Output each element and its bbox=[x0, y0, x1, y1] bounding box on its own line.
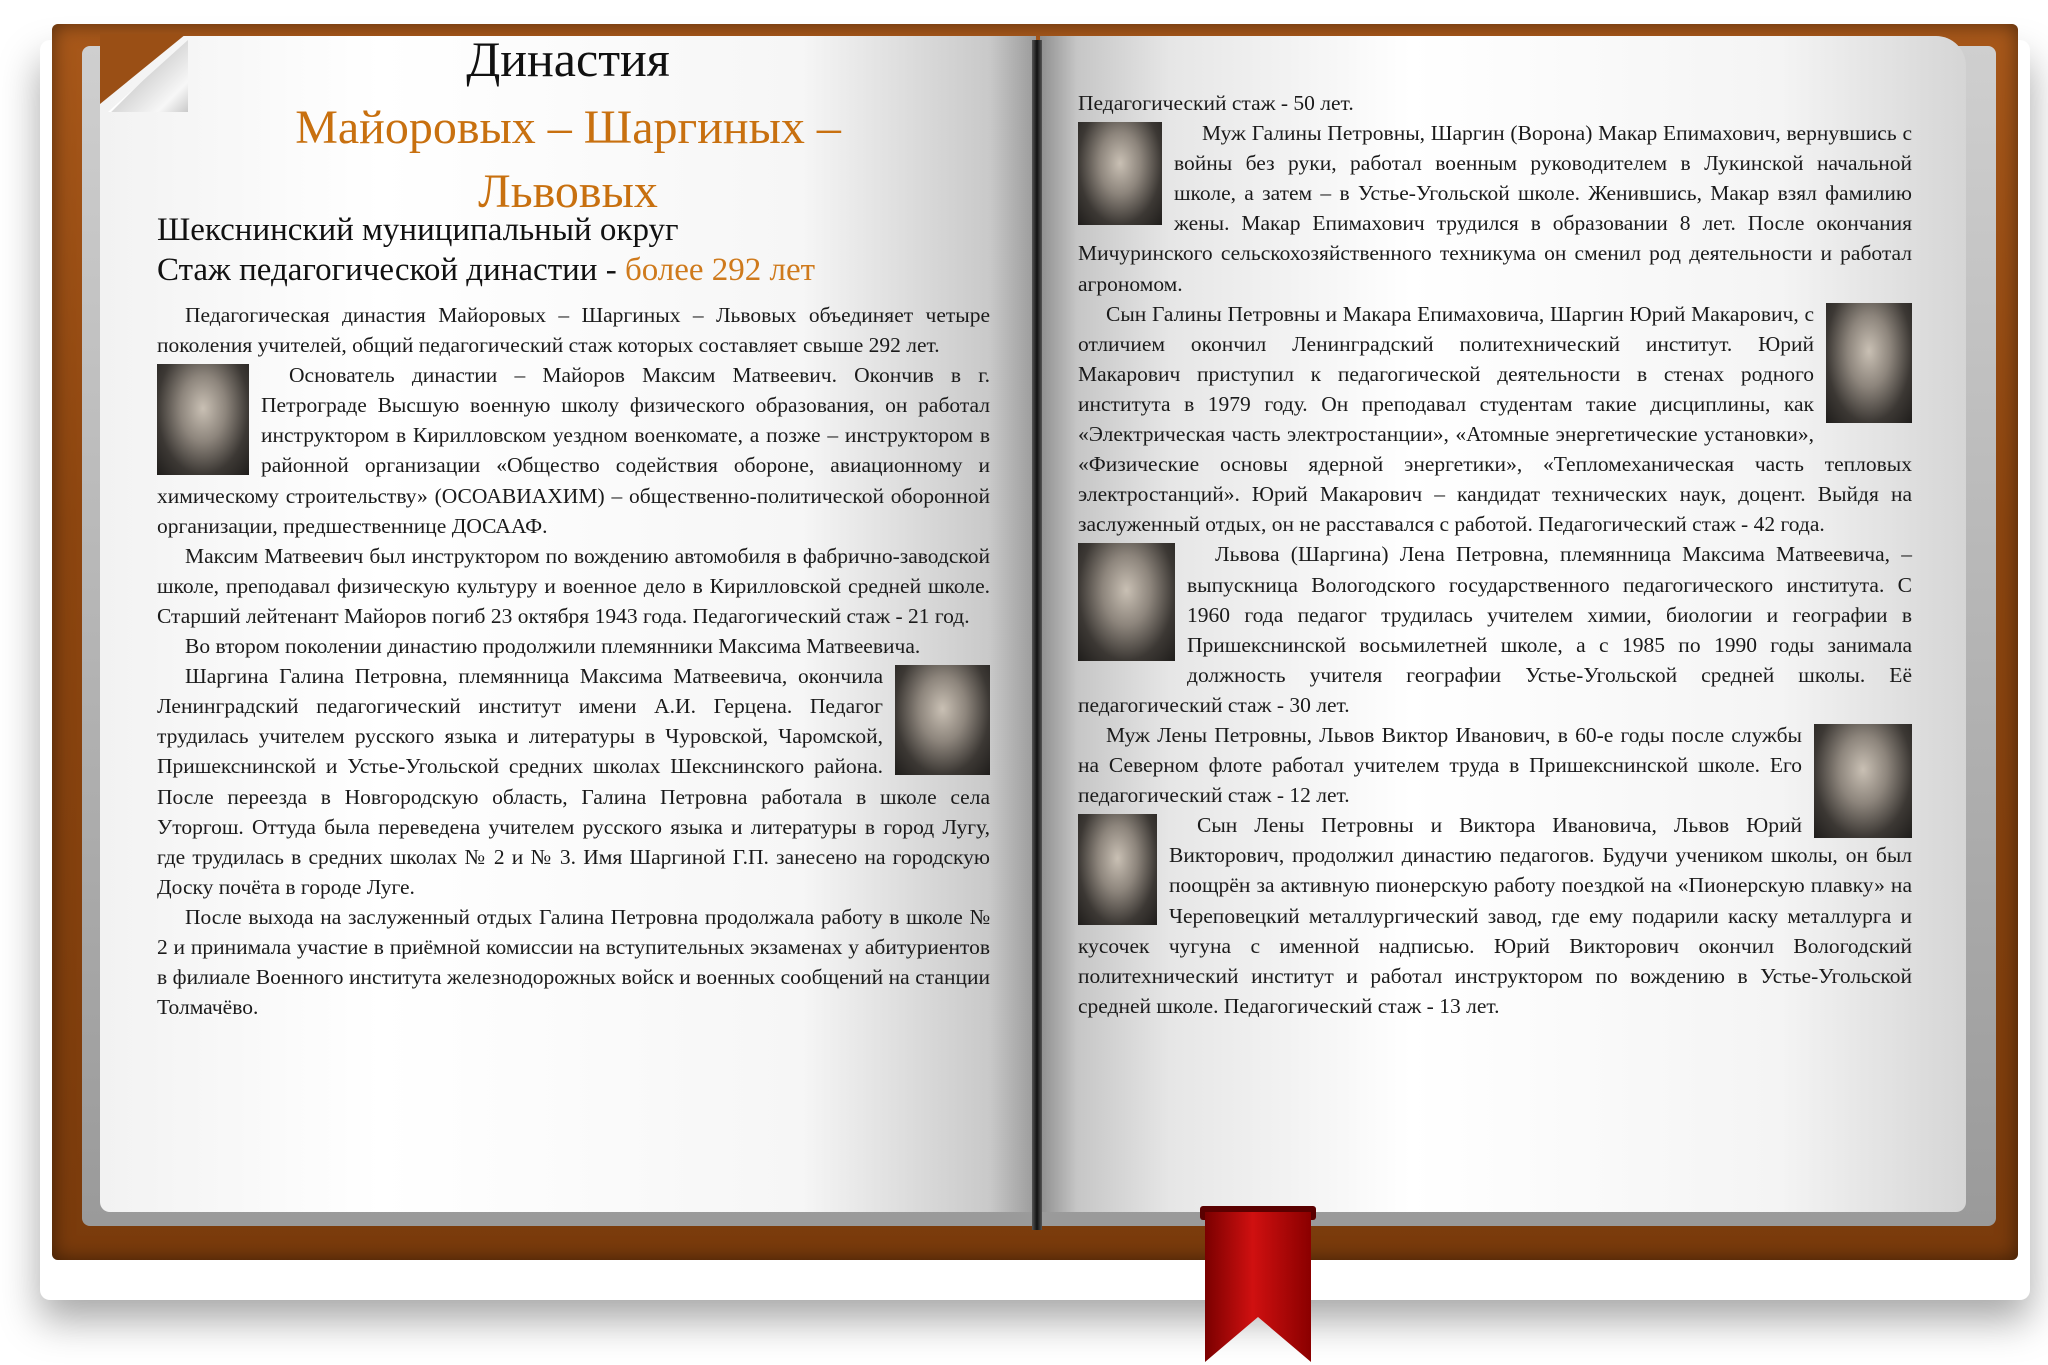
paragraph-founder-work: Максим Матвеевич был инструктором по вождению автомобиля в фабрично-заводской школе, преподавал физическую культуру и военное дело в Кирилловской средней школе. Старший лейтенант Майоров погиб 23 октября 1943 года. Педагогический стаж - 21 год. bbox=[157, 543, 990, 628]
paragraph-galina-retirement: После выхода на заслуженный отдых Галина Петровна продолжала работу в школе № 2 и принимала участие в приёмной комиссии на вступительных экзаменах у абитуриентов в филиале Военного института железнодорожных войск и военных сообщений на станции Толмачёво. bbox=[157, 904, 990, 1020]
photo-lvov-viktor bbox=[1814, 724, 1912, 838]
photo-shargin-yuri bbox=[1826, 303, 1912, 423]
experience-label: Стаж педагогической династии - bbox=[157, 252, 625, 288]
title-names-line2: Львовых bbox=[478, 165, 658, 218]
paragraph-galina-experience: Педагогический стаж - 50 лет. bbox=[1078, 91, 1354, 115]
bookmark-ribbon bbox=[1205, 1212, 1311, 1362]
title-family-names bbox=[100, 96, 1036, 224]
title-dynasty: Династия bbox=[466, 31, 670, 87]
experience-value: более 292 лет bbox=[624, 252, 816, 288]
paragraph-shargina-galina: Шаргина Галина Петровна, племянница Максима Матвеевича, окончила Ленинградский педагогический институт имени А.И. Герцена. Педагог трудилась учителем русского языка и литературы в Чуровской, Чаромской, Пришекснинской и Устье-Угольской средних школах Шекснинского района. После переезда в Новгородскую область, Галина Петровна работала в школе села Уторгош. Оттуда была переведена учителем русского языка и литературы в город Лугу, где трудилась в средних школах № 2 и № 3. Имя Шаргиной Г.П. занесено на городскую Доску почёта в городе Луге. bbox=[157, 664, 990, 899]
paragraph-lvov-viktor: Муж Лены Петровны, Львов Виктор Иванович, в 60-е годы после службы на Северном флоте работал учителем труда в Пришекснинской школе. Его педагогический стаж - 12 лет. bbox=[1078, 722, 1802, 808]
left-page-text bbox=[157, 300, 990, 1022]
paragraph-second-generation: Во втором поколении династию продолжили племянники Максима Матвеевича. bbox=[185, 634, 921, 659]
photo-mayorov-maxim bbox=[157, 364, 249, 475]
paragraph-founder: Основатель династии – Майоров Максим Матвеевич. Окончив в г. Петрограде Высшую военную школу физического образования, он работал инструктором в Кирилловском уездном военкомате, а позже – инструктором в районной организации «Общество содействия обороне, авиационному и химическому строительству» (ОСОАВИАХИМ) – общественно-политической оборонной организации, предшественнице ДОСААФ. bbox=[157, 363, 990, 538]
paragraph-lvov-yuri: Сын Лены Петровны и Виктора Ивановича, Львов Юрий Викторович, продолжил династию педагогов. Будучи учеником школы, он был поощрён за активную пионерскую работу поездкой на «Пионерскую плавку» на Череповецкий металлургический завод, где ему подарили каску металлурга и кусочек чугуна с именной надписью. Юрий Викторович окончил Вологодский политехнический институт и работал инструктором по вождению в Устье-Угольской средней школе. Педагогический стаж - 13 лет. bbox=[1078, 813, 1912, 1018]
paragraph-shargin-yuri: Сын Галины Петровны и Макара Епимаховича, Шаргин Юрий Макарович, с отличием окончил Ленинградский политехнический институт. Юрий Макарович приступил к педагогической деятельности в стенах родного института в 1979 году. Он преподавал студентам такие дисциплины, как «Электрическая часть электростанции», «Атомные энергетические установки», «Физические основы ядерной энергетики», «Тепломеханическая часть тепловых электростанций». Юрий Макарович – кандидат технических наук, доцент. Выйдя на заслуженный отдых, он не расставался с работой. Педагогический стаж - 42 года. bbox=[1078, 301, 1912, 537]
paragraph-lvova-lena: Львова (Шаргина) Лена Петровна, племянница Максима Матвеевича, – выпускница Вологодского государственного педагогического института. С 1960 года педагог трудилась учителем химии, биологии и географии в Пришекснинской восьмилетней школе, а с 1985 по 1990 годы занимала должность учителя географии Устье-Угольской средней школы. Её педагогический стаж - 30 лет. bbox=[1078, 542, 1912, 717]
photo-lvov-yuri bbox=[1078, 814, 1157, 925]
paragraph-shargin-makar: Муж Галины Петровны, Шаргин (Ворона) Макар Епимахович, вернувшись с войны без руки, работал военным руководителем в Лукинской начальной школе, а затем – в Устье-Угольской школе. Женившись, Макар взял фамилию жены. Макар Епимахович трудился в образовании 8 лет. После окончания Мичуринского сельскохозяйственного техникума он сменил род деятельности и работал агрономом. bbox=[1078, 121, 1912, 296]
title-names-line1: Майоровых – Шаргиных – bbox=[295, 101, 841, 154]
intro-paragraph: Педагогическая династия Майоровых – Шаргиных – Львовых объединяет четыре поколения учителей, общий педагогический стаж которых составляет свыше 292 лет. bbox=[157, 303, 990, 358]
photo-shargin-makar bbox=[1078, 122, 1162, 225]
right-page-text bbox=[1078, 88, 1912, 1021]
photo-lvova-lena bbox=[1078, 543, 1175, 661]
experience-heading bbox=[157, 252, 815, 289]
photo-shargina-galina bbox=[895, 665, 990, 775]
district-heading: Шекснинский муниципальный округ bbox=[157, 212, 679, 248]
